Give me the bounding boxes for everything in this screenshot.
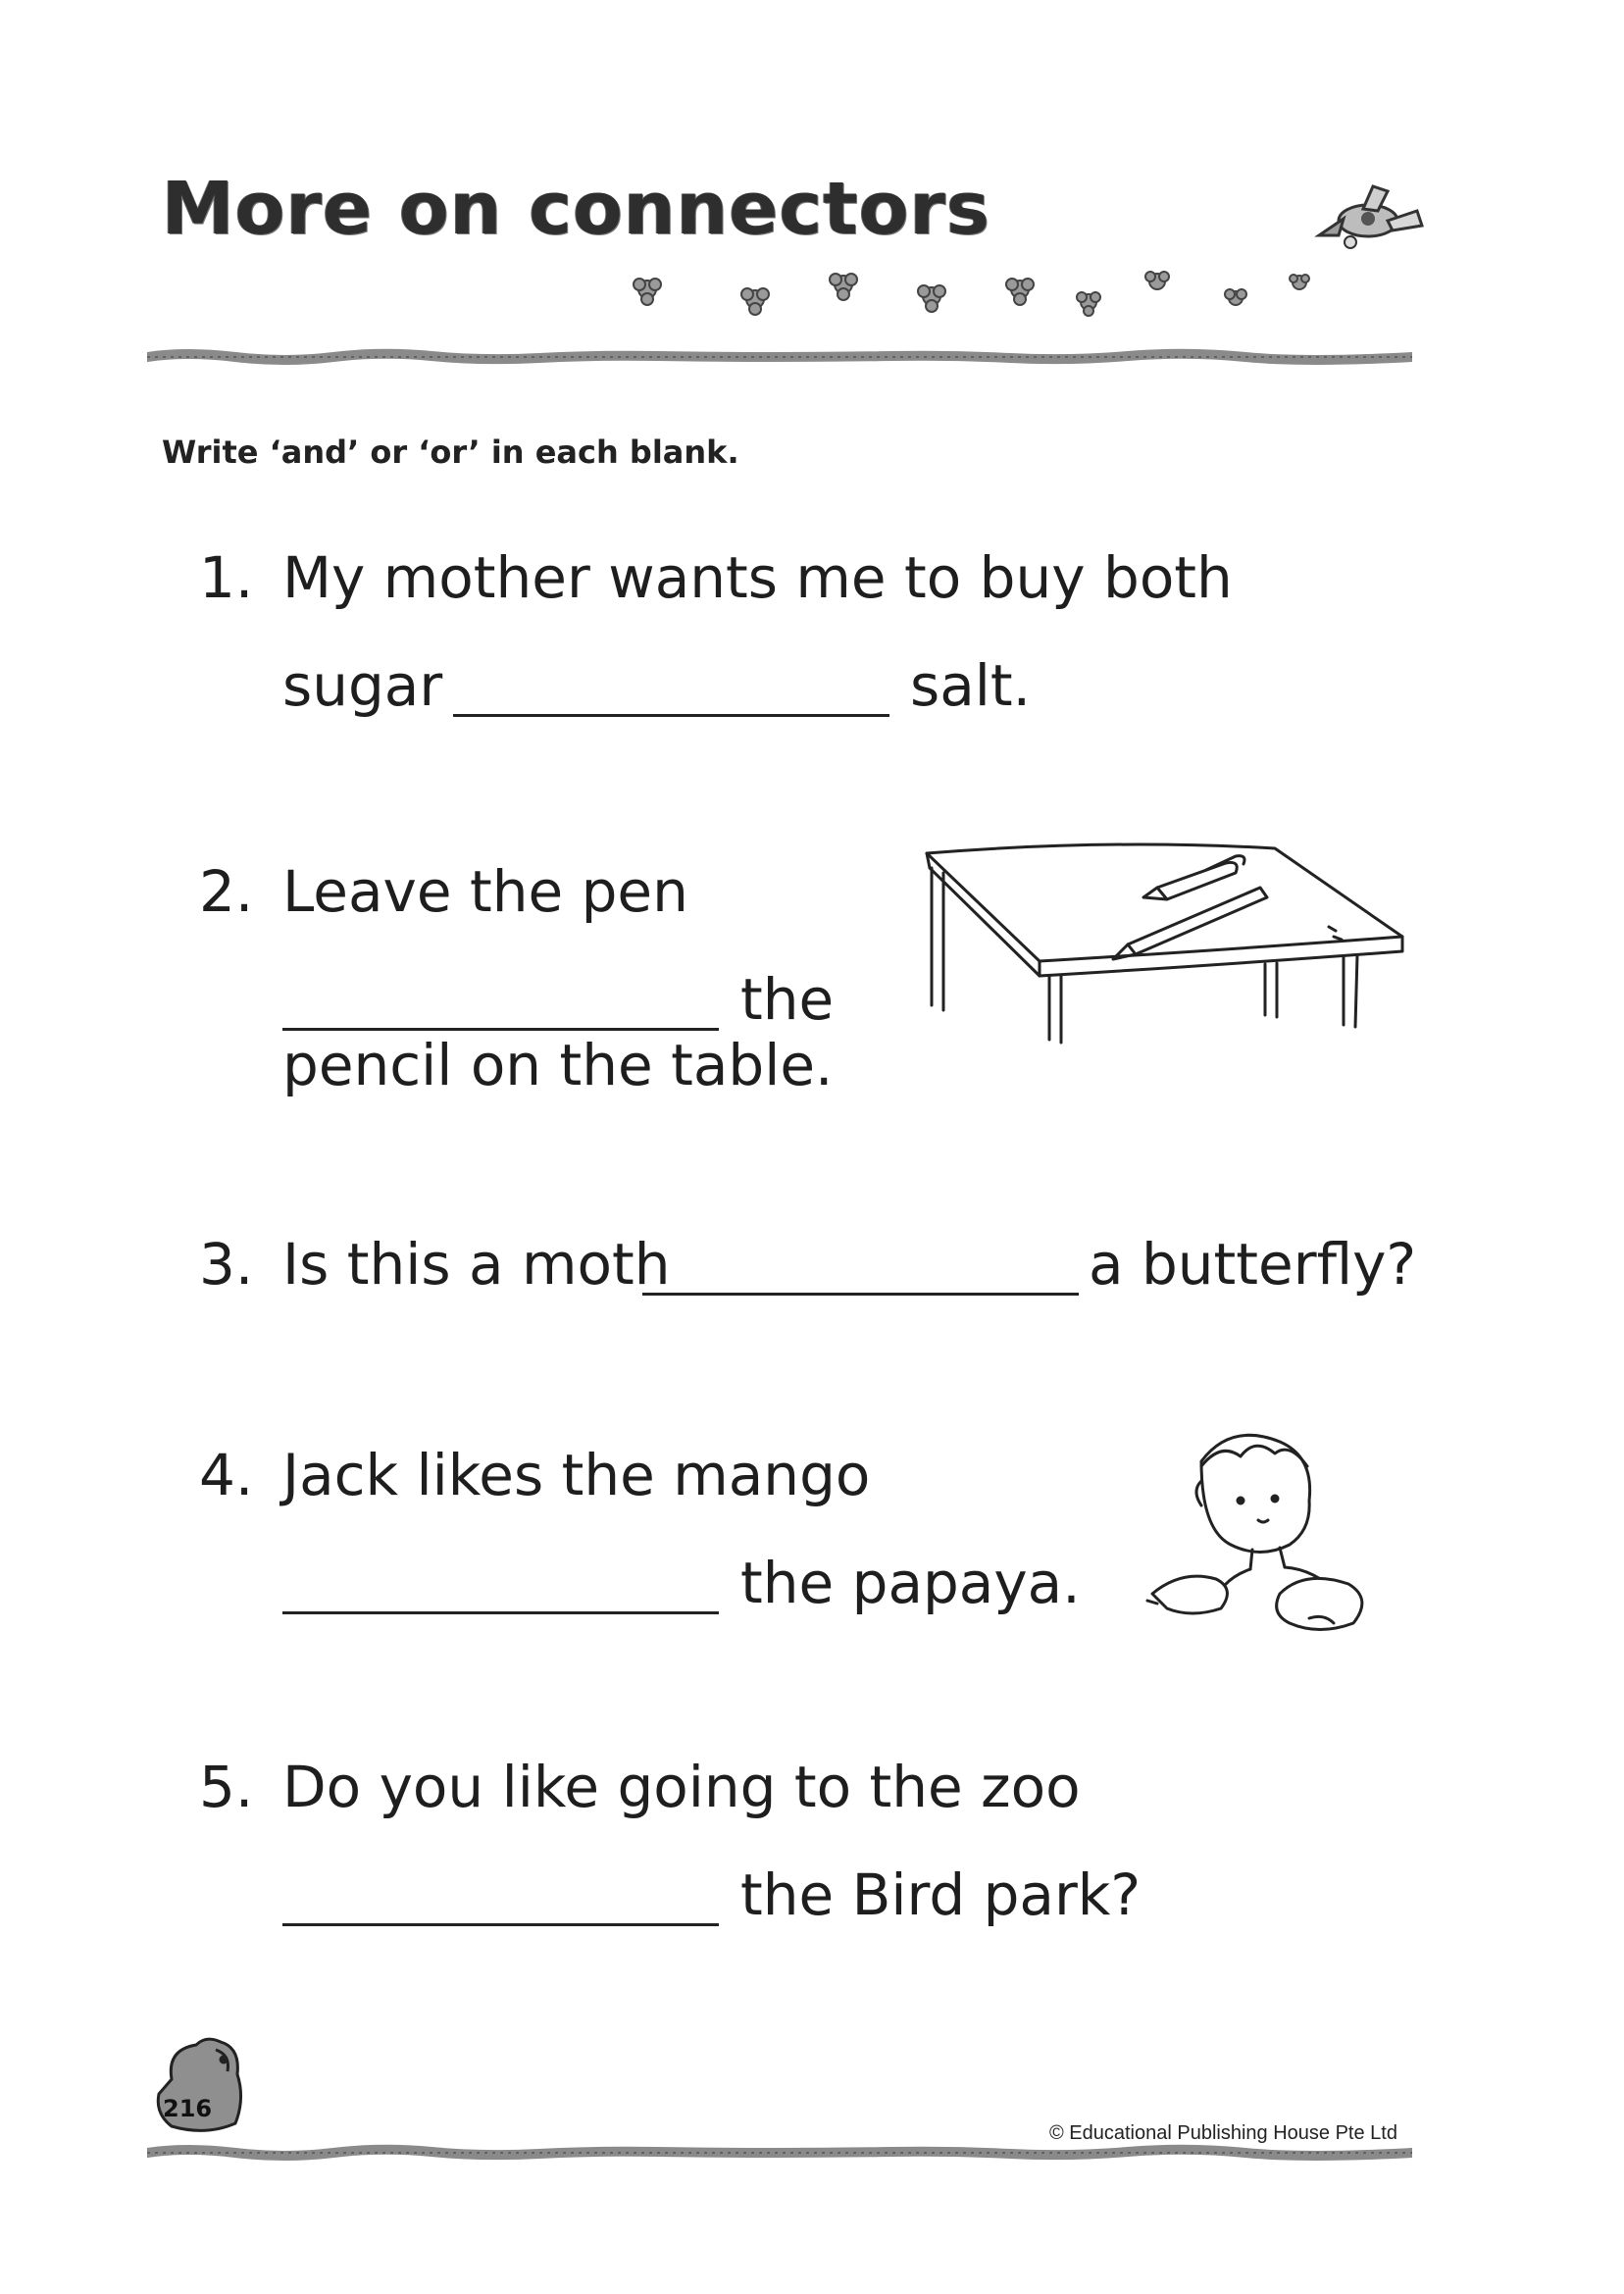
question-2-line: Leave the pen — [282, 858, 688, 925]
question-3-after-blank: a butterfly? — [1089, 1231, 1417, 1298]
question-5-line: Do you like going to the zoo — [282, 1754, 1081, 1820]
question-4-line: Jack likes the mango — [282, 1442, 871, 1508]
page-title: More on connectors — [162, 167, 991, 251]
flower-icon — [1290, 275, 1309, 289]
question-1-number: 1. — [199, 544, 254, 611]
instruction-text: Write ‘and’ or ‘or’ in each blank. — [162, 433, 739, 471]
flower-icon — [634, 279, 661, 305]
question-4-after-blank: the papaya. — [740, 1550, 1081, 1616]
flower-icon — [1006, 279, 1034, 305]
question-3-before-blank: Is this a moth — [282, 1231, 671, 1298]
answer-blank-4[interactable] — [282, 1600, 719, 1618]
flower-trail-decoration — [618, 255, 1324, 333]
question-4-number: 4. — [199, 1442, 254, 1508]
question-5-number: 5. — [199, 1754, 254, 1820]
answer-blank-5[interactable] — [282, 1912, 719, 1930]
flower-icon — [741, 288, 769, 315]
question-1-before-blank: sugar — [282, 652, 443, 719]
question-1-line: My mother wants me to buy both — [282, 544, 1233, 611]
question-3-number: 3. — [199, 1231, 254, 1298]
top-divider — [147, 345, 1412, 369]
question-2-number: 2. — [199, 858, 254, 925]
flower-icon — [830, 274, 857, 300]
question-5-after-blank: the Bird park? — [740, 1861, 1142, 1928]
flower-icon — [1225, 289, 1246, 305]
boy-with-fruits-illustration — [1142, 1422, 1397, 1648]
table-with-pen-and-pencil-illustration — [912, 829, 1412, 1054]
copyright-text: © Educational Publishing House Pte Ltd — [1049, 2122, 1397, 2144]
flower-icon — [1145, 272, 1169, 289]
bottom-divider — [147, 2141, 1412, 2165]
question-2-line-3: pencil on the table. — [282, 1032, 834, 1098]
page-number: 216 — [163, 2095, 213, 2122]
question-2-after-blank: the — [740, 966, 835, 1033]
answer-blank-3[interactable] — [642, 1281, 1079, 1300]
question-1-after-blank: salt. — [910, 652, 1032, 719]
flower-icon — [1077, 292, 1100, 316]
answer-blank-1[interactable] — [453, 702, 889, 721]
flower-icon — [918, 285, 945, 312]
